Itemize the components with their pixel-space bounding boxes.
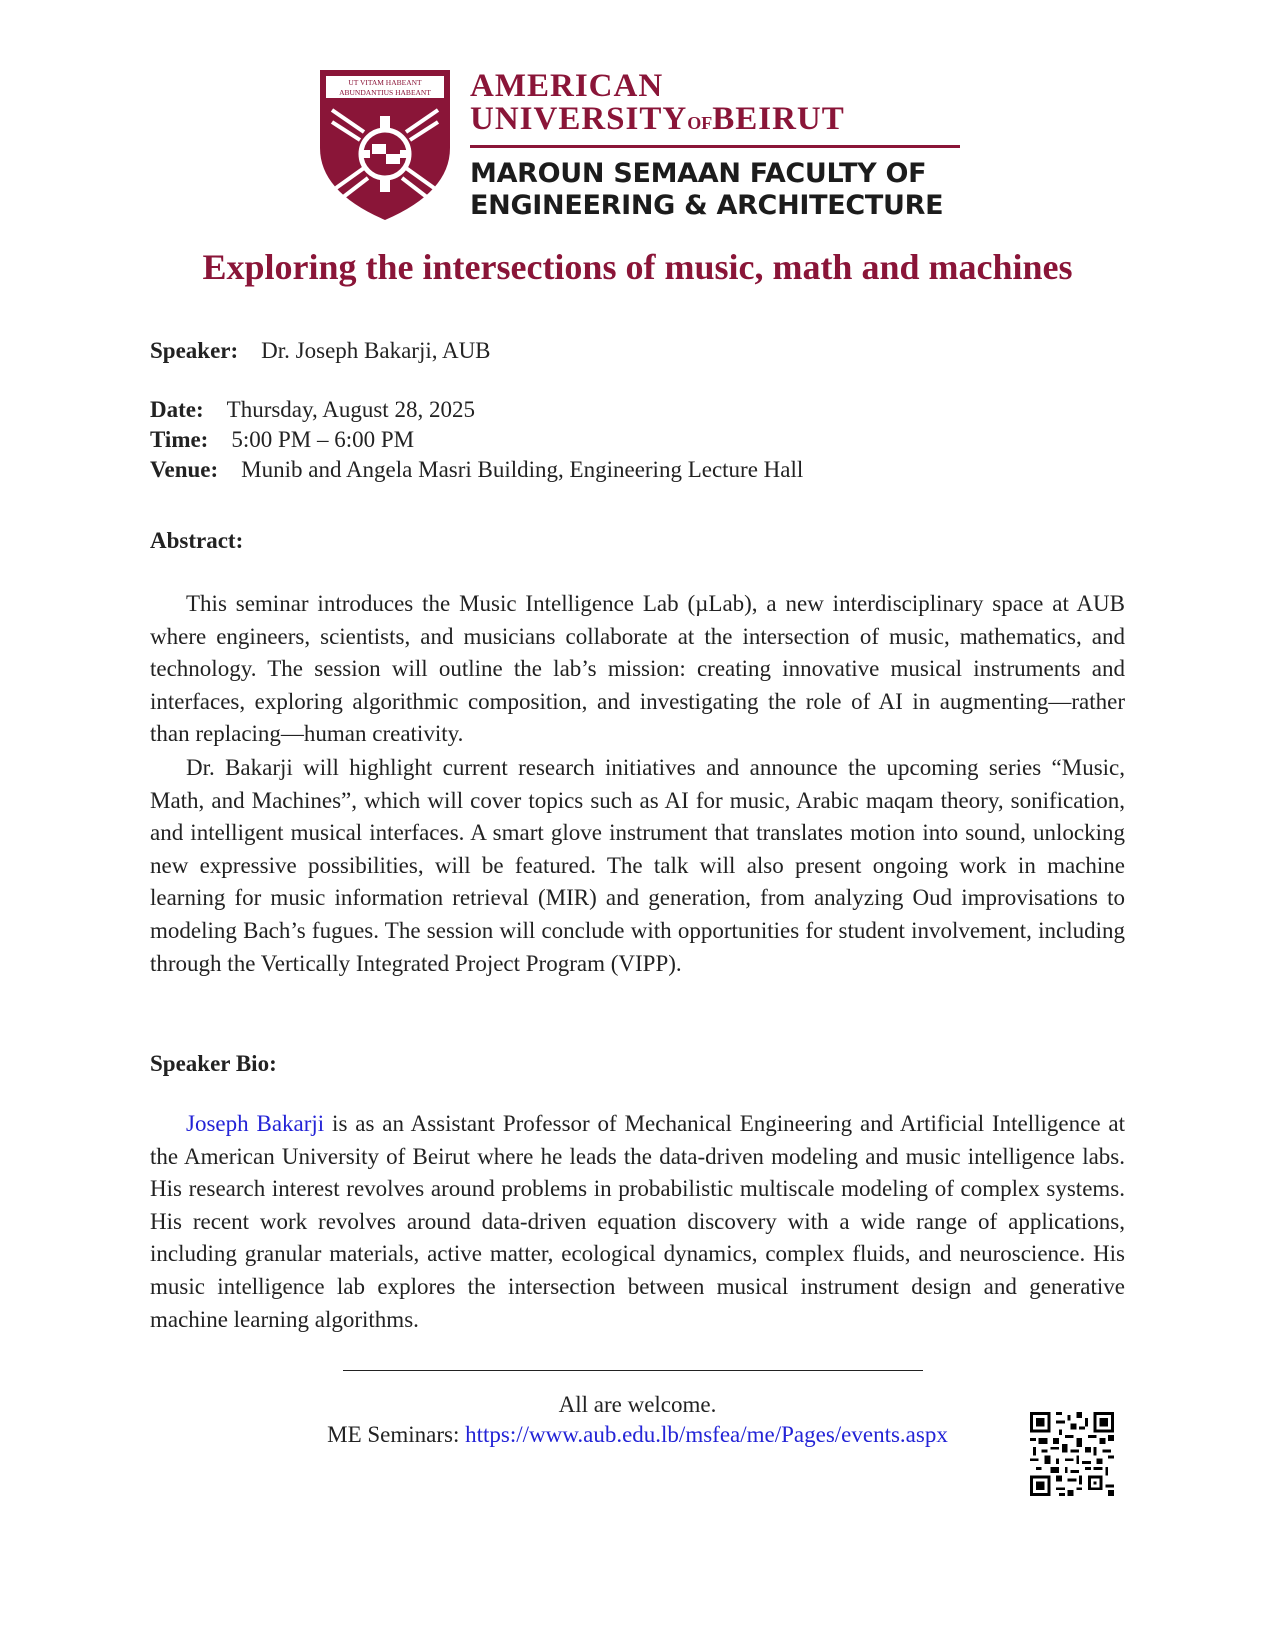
time-label: Time: bbox=[150, 427, 209, 452]
speaker-name-link[interactable]: Joseph Bakarji bbox=[186, 1111, 325, 1136]
bio-paragraph bbox=[150, 1108, 1125, 1336]
svg-text:UT VITAM HABEANT: UT VITAM HABEANT bbox=[348, 78, 422, 87]
university-word: UNIVERSITY bbox=[470, 101, 688, 137]
university-line-1: AMERICAN bbox=[470, 68, 664, 104]
faculty-name bbox=[470, 158, 970, 222]
welcome-text: All are welcome. bbox=[558, 1392, 717, 1417]
venue-value: Munib and Angela Masri Building, Engineering Lecture Hall bbox=[241, 457, 804, 482]
header-logo bbox=[320, 70, 960, 235]
speaker-label: Speaker: bbox=[150, 338, 239, 363]
speaker-row bbox=[150, 338, 491, 364]
date-row bbox=[150, 397, 475, 423]
date-value: Thursday, August 28, 2025 bbox=[226, 397, 475, 422]
time-row bbox=[150, 427, 414, 453]
bio-text: is as an Assistant Professor of Mechanical Engineering and Artificial Intelligence at the American University of Beirut where he leads the data-driven modeling and music intelligence labs. His research interest revolves around problems in probabilistic multiscale modeling of complex systems. His recent work revolves around data-driven equation discovery with a wide range of applications, including granular materials, active matter, ecological dynamics, complex fluids, and neuroscience. His music intelligence lab explores the intersection between musical instrument design and generative machine learning algorithms. bbox=[150, 1111, 1126, 1332]
seminars-line bbox=[150, 1422, 1125, 1448]
date-label: Date: bbox=[150, 397, 204, 422]
aub-crest-icon bbox=[320, 70, 450, 222]
abstract-paragraph-2: Dr. Bakarji will highlight current research initiatives and announce the upcoming series “Music, Math, and Machines”, which will cover topics such as AI for music, Arabic maqam theory, sonification, and intelligent musical interfaces. A smart glove instrument that translates motion into sound, unlocking new expressive possibilities, will be featured. The talk will also present ongoing work in machine learning for music information retrieval (MIR) and generation, from analyzing Oud improvisations to modeling Bach’s fugues. The session will conclude with opportunities for student involvement, including through the Vertically Integrated Project Program (VIPP). bbox=[150, 755, 1125, 976]
beirut-word: BEIRUT bbox=[712, 101, 845, 137]
seminars-url-link[interactable]: https://www.aub.edu.lb/msfea/me/Pages/events.aspx bbox=[465, 1422, 948, 1447]
speaker-value: Dr. Joseph Bakarji, AUB bbox=[261, 338, 491, 363]
header-divider bbox=[470, 145, 960, 148]
university-name bbox=[470, 70, 960, 140]
venue-row bbox=[150, 457, 803, 483]
seminar-title: Exploring the intersections of music, math and machines bbox=[202, 247, 1073, 287]
svg-text:ABUNDANTIUS HABEANT: ABUNDANTIUS HABEANT bbox=[339, 88, 431, 97]
time-value: 5:00 PM – 6:00 PM bbox=[231, 427, 415, 452]
of-word: OF bbox=[687, 113, 713, 133]
venue-label: Venue: bbox=[150, 457, 219, 482]
faculty-line-1: MAROUN SEMAAN FACULTY OF bbox=[470, 158, 927, 189]
qr-code-icon[interactable] bbox=[1030, 1412, 1114, 1496]
abstract-heading: Abstract: bbox=[150, 528, 244, 553]
faculty-line-2: ENGINEERING & ARCHITECTURE bbox=[470, 190, 944, 221]
abstract-paragraph-1: This seminar introduces the Music Intelligence Lab (µLab), a new interdisciplinary space at AUB where engineers, scientists, and musicians collaborate at the intersection of music, mathematics, and technology. The session will outline the lab’s mission: creating innovative musical instruments and interfaces, exploring algorithmic composition, and investigating the role of AI in augmenting—rather than replacing—human creativity. bbox=[150, 591, 1125, 747]
bio-heading: Speaker Bio: bbox=[150, 1051, 277, 1076]
footer-divider bbox=[343, 1370, 923, 1371]
university-line-2 bbox=[470, 102, 960, 140]
seminars-label: ME Seminars: bbox=[327, 1422, 466, 1447]
